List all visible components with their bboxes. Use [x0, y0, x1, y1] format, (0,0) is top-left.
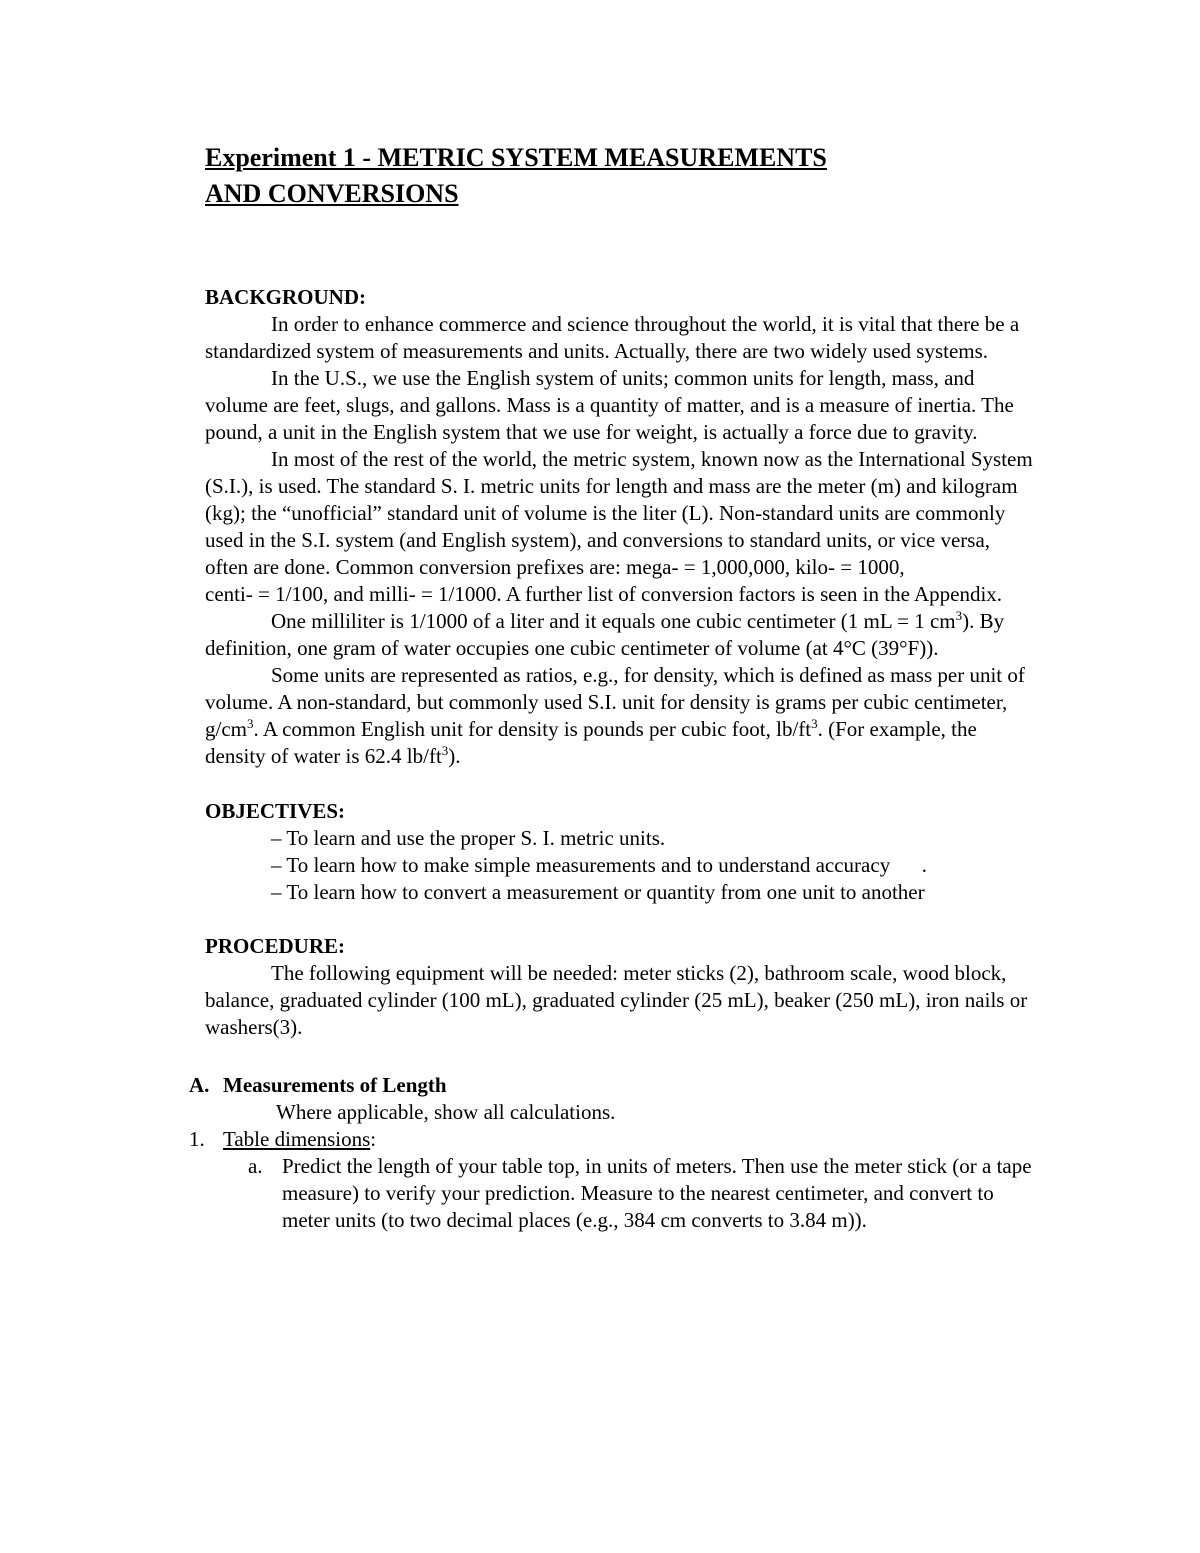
procedure-heading: PROCEDURE: — [205, 934, 345, 958]
superscript: 3 — [247, 716, 254, 731]
superscript: 3 — [955, 608, 963, 623]
item-number: 1. — [189, 1127, 205, 1151]
section-a-letter: A. — [189, 1073, 210, 1097]
background-paragraph-3: In most of the rest of the world, the metric system, known now as the International System (S.I.), is used. The standard S. I. metric units for length and mass are the meter (m) and kilogram (kg); the “unofficial” standard unit of volume is the liter (L). Non-standard units are commonly used in the S.I. system (and English system), and conversions to standard units, or vice versa, often are done. Common conversion prefixes are: mega- = 1,000,000, kilo- = 1000, — [205, 447, 1033, 579]
background-paragraph-3-continued: centi- = 1/100, and milli- = 1/1000. A further list of conversion factors is seen in the Appendix. — [205, 582, 1003, 606]
item-colon: : — [370, 1127, 377, 1151]
background-paragraph-2: In the U.S., we use the English system of units; common units for length, mass, and volume are feet, slugs, and gallons. Mass is a quantity of matter, and is a measure of inertia. The pound, a unit in the English system that we use for weight, is actually a force due to gravity. — [205, 366, 1014, 444]
document-title — [205, 140, 1035, 212]
section-a-heading — [189, 1072, 1035, 1099]
background-paragraph-1: In order to enhance commerce and science throughout the world, it is vital that there be a standardized system of measurements and units. Actually, there are two widely used systems. — [205, 312, 1020, 363]
lettered-subitem — [248, 1153, 1035, 1234]
paragraph-5-text-d: ). — [448, 744, 461, 768]
title-line-1: Experiment 1 - METRIC SYSTEM MEASUREMENTS — [205, 143, 827, 172]
objective-item: – To learn how to make simple measurements and to understand accuracy . — [271, 853, 927, 877]
objective-item: – To learn and use the proper S. I. metric units. — [271, 826, 666, 850]
item-title: Table dimensions — [223, 1127, 371, 1151]
superscript: 3 — [811, 716, 818, 731]
paragraph-4-text-a: One milliliter is 1/1000 of a liter and it equals one cubic centimeter (1 mL = 1 cm — [271, 609, 956, 633]
background-paragraph-4 — [205, 608, 1035, 662]
superscript: 3 — [441, 743, 449, 758]
background-heading: BACKGROUND: — [205, 285, 366, 309]
section-a-title: Measurements of Length — [223, 1073, 447, 1097]
paragraph-5-text-c: . (For example, the density of water is 62.4 lb/ft — [205, 717, 977, 768]
numbered-item — [189, 1126, 1035, 1153]
objective-item: – To learn how to convert a measurement or quantity from one unit to another — [271, 880, 925, 904]
document-page — [189, 140, 1035, 1234]
background-paragraph-5 — [205, 662, 1035, 770]
subitem-text: Predict the length of your table top, in units of meters. Then use the meter stick (or a tape measure) to verify your prediction. Measure to the nearest centimeter, and convert to meter units (to two decimal places (e.g., 384 cm converts to 3.84 m)). — [282, 1154, 1032, 1232]
paragraph-5-text-a: Some units are represented as ratios, e.g., for density, which is defined as mass per unit of volume. A non-standard, but commonly used S.I. unit for density is grams per cubic centimeter, g/cm — [205, 663, 1025, 741]
paragraph-4-text-b: ). By definition, one gram of water occupies one cubic centimeter of volume (at 4°C (39°F)). — [205, 609, 1005, 660]
subitem-letter: a. — [248, 1154, 263, 1178]
objectives-heading: OBJECTIVES: — [205, 799, 346, 823]
section-a-intro: Where applicable, show all calculations. — [276, 1100, 616, 1124]
title-line-2: AND CONVERSIONS — [205, 179, 459, 208]
paragraph-5-text-b: . A common English unit for density is pounds per cubic foot, lb/ft — [253, 717, 812, 741]
procedure-paragraph: The following equipment will be needed: meter sticks (2), bathroom scale, wood block, balance, graduated cylinder (100 mL), graduated cylinder (25 mL), beaker (250 mL), iron nails or washers(3). — [205, 961, 1028, 1039]
